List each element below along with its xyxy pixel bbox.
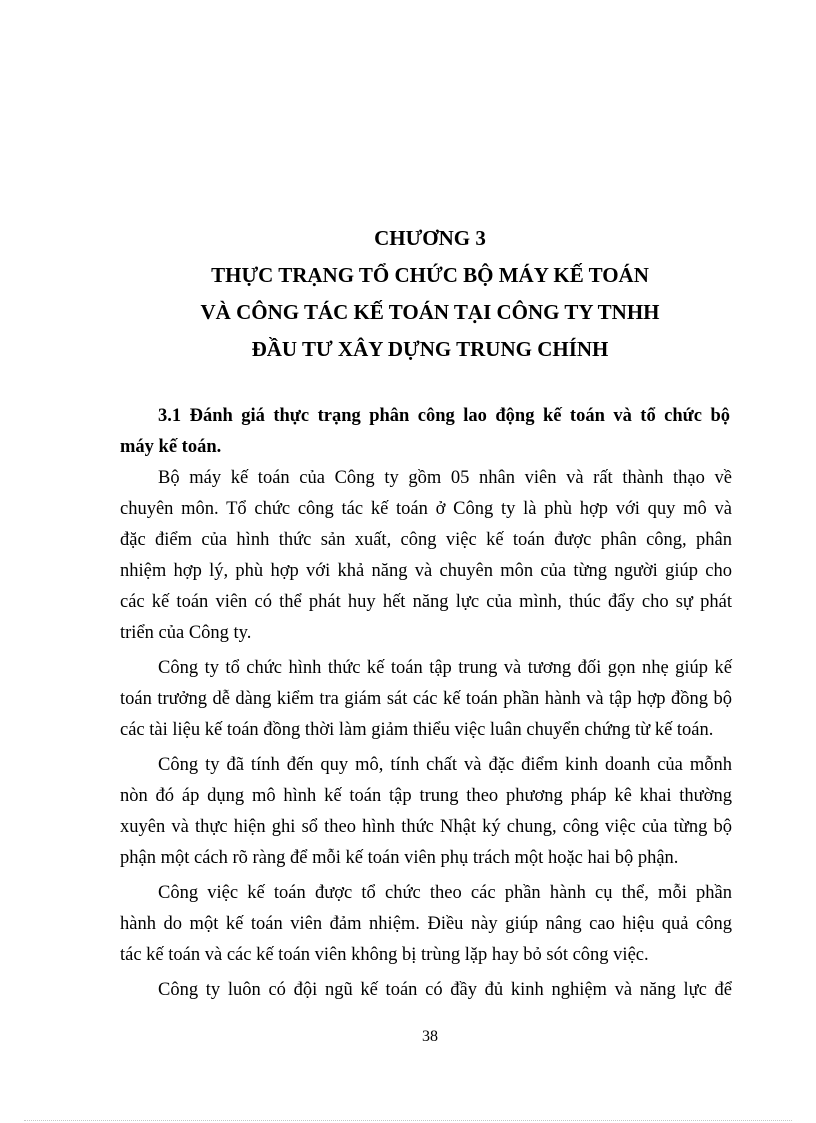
paragraph-line: nhiệm hợp lý, phù hợp với khả năng và chuyên môn của từng người giúp cho <box>120 561 732 581</box>
paragraph-line: chuyên môn. Tổ chức công tác kế toán ở Công ty là phù hợp với quy mô và <box>120 499 732 519</box>
paragraph-line: đặc điểm của hình thức sản xuất, công việc kế toán được phân công, phân <box>120 530 732 550</box>
paragraph-line: Bộ máy kế toán của Công ty gồm 05 nhân viên và rất thành thạo về <box>158 468 732 488</box>
paragraph-line: phận một cách rõ ràng để mỗi kế toán viên phụ trách một hoặc hai bộ phận. <box>120 848 679 868</box>
section-heading <box>120 401 738 463</box>
paragraph-4 <box>120 878 732 971</box>
paragraph-5 <box>120 975 732 1006</box>
paragraph-line: các kế toán viên có thể phát huy hết năng lực của mình, thúc đẩy cho sự phát <box>120 592 732 612</box>
paragraph-line: Công việc kế toán được tổ chức theo các phần hành cụ thể, mỗi phần <box>158 883 732 903</box>
paragraph-line: các tài liệu kế toán đồng thời làm giảm thiểu việc luân chuyển chứng từ kế toán. <box>120 720 714 740</box>
paragraph-2 <box>120 653 732 746</box>
paragraph-line: tác kế toán và các kế toán viên không bị trùng lặp hay bỏ sót công việc. <box>120 945 649 965</box>
paragraph-line: triển của Công ty. <box>120 623 252 643</box>
section-title-line-1: 3.1 Đánh giá thực trạng phân công lao động kế toán và tổ chức bộ <box>158 406 730 426</box>
section-title-line-2: máy kế toán. <box>120 437 222 457</box>
paragraph-3 <box>120 750 732 874</box>
page-bottom-divider <box>24 1120 792 1121</box>
paragraph-line: toán trưởng dễ dàng kiểm tra giám sát các kế toán phần hành và tập hợp đồng bộ <box>120 689 732 709</box>
paragraph-line: Công ty tổ chức hình thức kế toán tập trung và tương đối gọn nhẹ giúp kế <box>158 658 732 678</box>
chapter-title-line-3: ĐẦU TƯ XÂY DỰNG TRUNG CHÍNH <box>251 337 609 361</box>
chapter-title-line-2: VÀ CÔNG TÁC KẾ TOÁN TẠI CÔNG TY TNHH <box>200 300 660 324</box>
paragraph-line: nòn đó áp dụng mô hình kế toán tập trung theo phương pháp kê khai thường <box>120 786 732 806</box>
chapter-number: CHƯƠNG 3 <box>374 226 486 250</box>
body-text <box>120 463 732 1010</box>
paragraph-line: hành do một kế toán viên đảm nhiệm. Điều này giúp nâng cao hiệu quả công <box>120 914 732 934</box>
paragraph-line: Công ty luôn có đội ngũ kế toán có đầy đủ kinh nghiệm và năng lực để <box>158 980 732 1000</box>
chapter-title-line-1: THỰC TRẠNG TỔ CHỨC BỘ MÁY KẾ TOÁN <box>211 263 649 287</box>
paragraph-line: xuyên và thực hiện ghi sổ theo hình thức Nhật ký chung, công việc của từng bộ <box>120 817 732 837</box>
paragraph-line: Công ty đã tính đến quy mô, tính chất và đặc điểm kinh doanh của mỗnh <box>158 755 732 775</box>
paragraph-1 <box>120 463 732 649</box>
page-number: 38 <box>422 1028 438 1045</box>
chapter-heading <box>120 220 740 368</box>
